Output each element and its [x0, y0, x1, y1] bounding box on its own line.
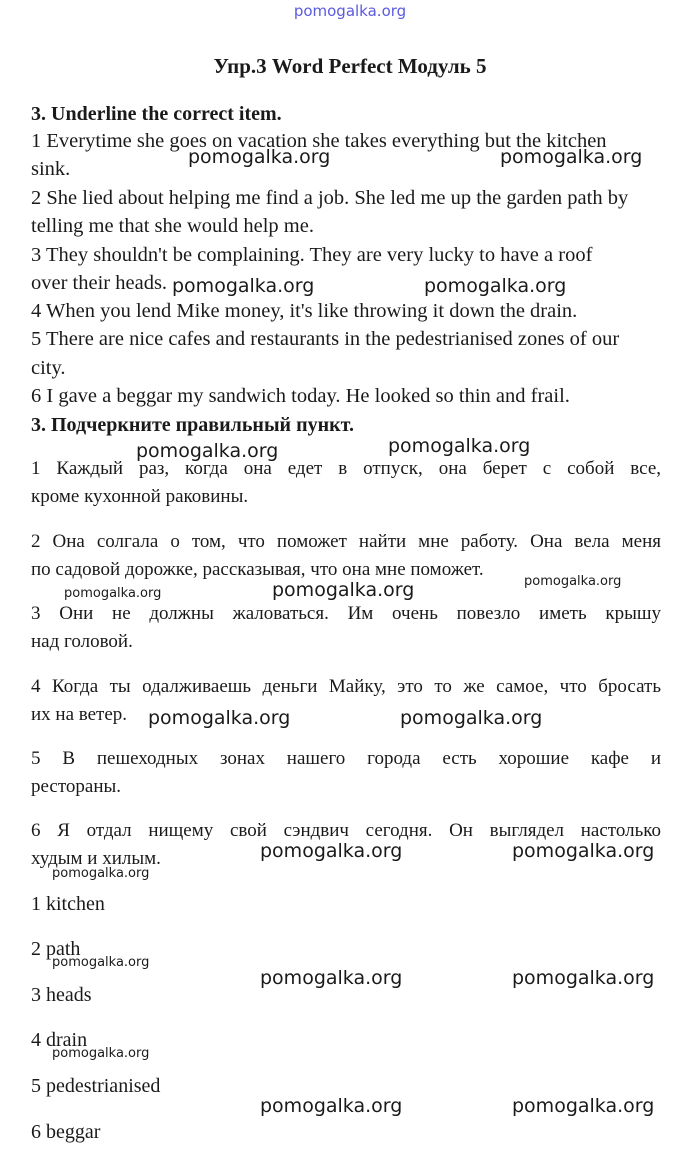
answer-item: 4 drain: [31, 1029, 88, 1051]
watermark: pomogalka.org: [512, 967, 655, 989]
watermark: pomogalka.org: [260, 967, 403, 989]
task-ru-line: кроме кухонной раковины.: [31, 486, 249, 507]
task-en-line: over their heads.: [31, 272, 168, 294]
answer-item: 2 path: [31, 938, 81, 960]
task-ru-heading: 3. Подчеркните правильный пункт.: [31, 414, 354, 436]
task-en-heading: 3. Underline the correct item.: [31, 103, 282, 125]
task-ru-line: 3 Они не должны жаловаться. Им очень повезло иметь крышу: [31, 603, 661, 624]
task-en-line: 6 I gave a beggar my sandwich today. He looked so thin and frail.: [31, 385, 570, 407]
watermark: pomogalka.org: [52, 955, 150, 970]
watermark: pomogalka.org: [188, 146, 331, 168]
watermark: pomogalka.org: [64, 586, 162, 601]
watermark: pomogalka.org: [272, 579, 415, 601]
task-ru-line: 5 В пешеходных зонах нашего города есть хорошие кафе и: [31, 748, 661, 769]
watermark: pomogalka.org: [524, 574, 622, 589]
watermark: pomogalka.org: [388, 435, 531, 457]
task-en-line: 4 When you lend Mike money, it's like throwing it down the drain.: [31, 300, 578, 322]
task-ru-line: 4 Когда ты одалживаешь деньги Майку, это то же самое, что бросать: [31, 676, 661, 697]
answer-item: 1 kitchen: [31, 893, 105, 915]
task-ru-line: над головой.: [31, 631, 133, 652]
watermark: pomogalka.org: [512, 840, 655, 862]
task-en-line: 1 Everytime she goes on vacation she takes everything but the kitchen: [31, 130, 607, 152]
answer-item: 6 beggar: [31, 1121, 101, 1143]
task-en-line: 3 They shouldn't be complaining. They are very lucky to have a roof: [31, 244, 593, 266]
task-ru-line: 1 Каждый раз, когда она едет в отпуск, она берет с собой все,: [31, 458, 661, 479]
watermark: pomogalka.org: [260, 1095, 403, 1117]
watermark: pomogalka.org: [512, 1095, 655, 1117]
task-ru-line: рестораны.: [31, 776, 122, 797]
watermark: pomogalka.org: [260, 840, 403, 862]
watermark: pomogalka.org: [424, 275, 567, 297]
task-en-line: 2 She lied about helping me find a job. She led me up the garden path by: [31, 187, 629, 209]
site-header-link[interactable]: pomogalka.org: [293, 2, 407, 20]
task-ru-line: по садовой дорожке, рассказывая, что она мне поможет.: [31, 559, 484, 580]
page-title: Упр.3 Word Perfect Модуль 5: [213, 54, 487, 78]
watermark: pomogalka.org: [136, 440, 279, 462]
task-ru-line: худым и хилым.: [31, 848, 161, 869]
watermark: pomogalka.org: [172, 275, 315, 297]
task-ru-line: 6 Я отдал нищему свой сэндвич сегодня. Он выглядел настолько: [31, 820, 661, 841]
watermark: pomogalka.org: [400, 707, 543, 729]
task-en-line: city.: [31, 357, 66, 379]
watermark: pomogalka.org: [52, 1046, 150, 1061]
task-ru-line: 2 Она солгала о том, что поможет найти мне работу. Она вела меня: [31, 531, 661, 552]
task-en-line: telling me that she would help me.: [31, 215, 314, 237]
task-en-line: sink.: [31, 158, 71, 180]
watermark: pomogalka.org: [52, 866, 150, 881]
watermark: pomogalka.org: [500, 146, 643, 168]
task-ru-line: их на ветер.: [31, 704, 128, 725]
task-en-line: 5 There are nice cafes and restaurants in the pedestrianised zones of our: [31, 328, 620, 350]
answer-item: 3 heads: [31, 984, 92, 1006]
watermark: pomogalka.org: [148, 707, 291, 729]
answer-item: 5 pedestrianised: [31, 1075, 161, 1097]
